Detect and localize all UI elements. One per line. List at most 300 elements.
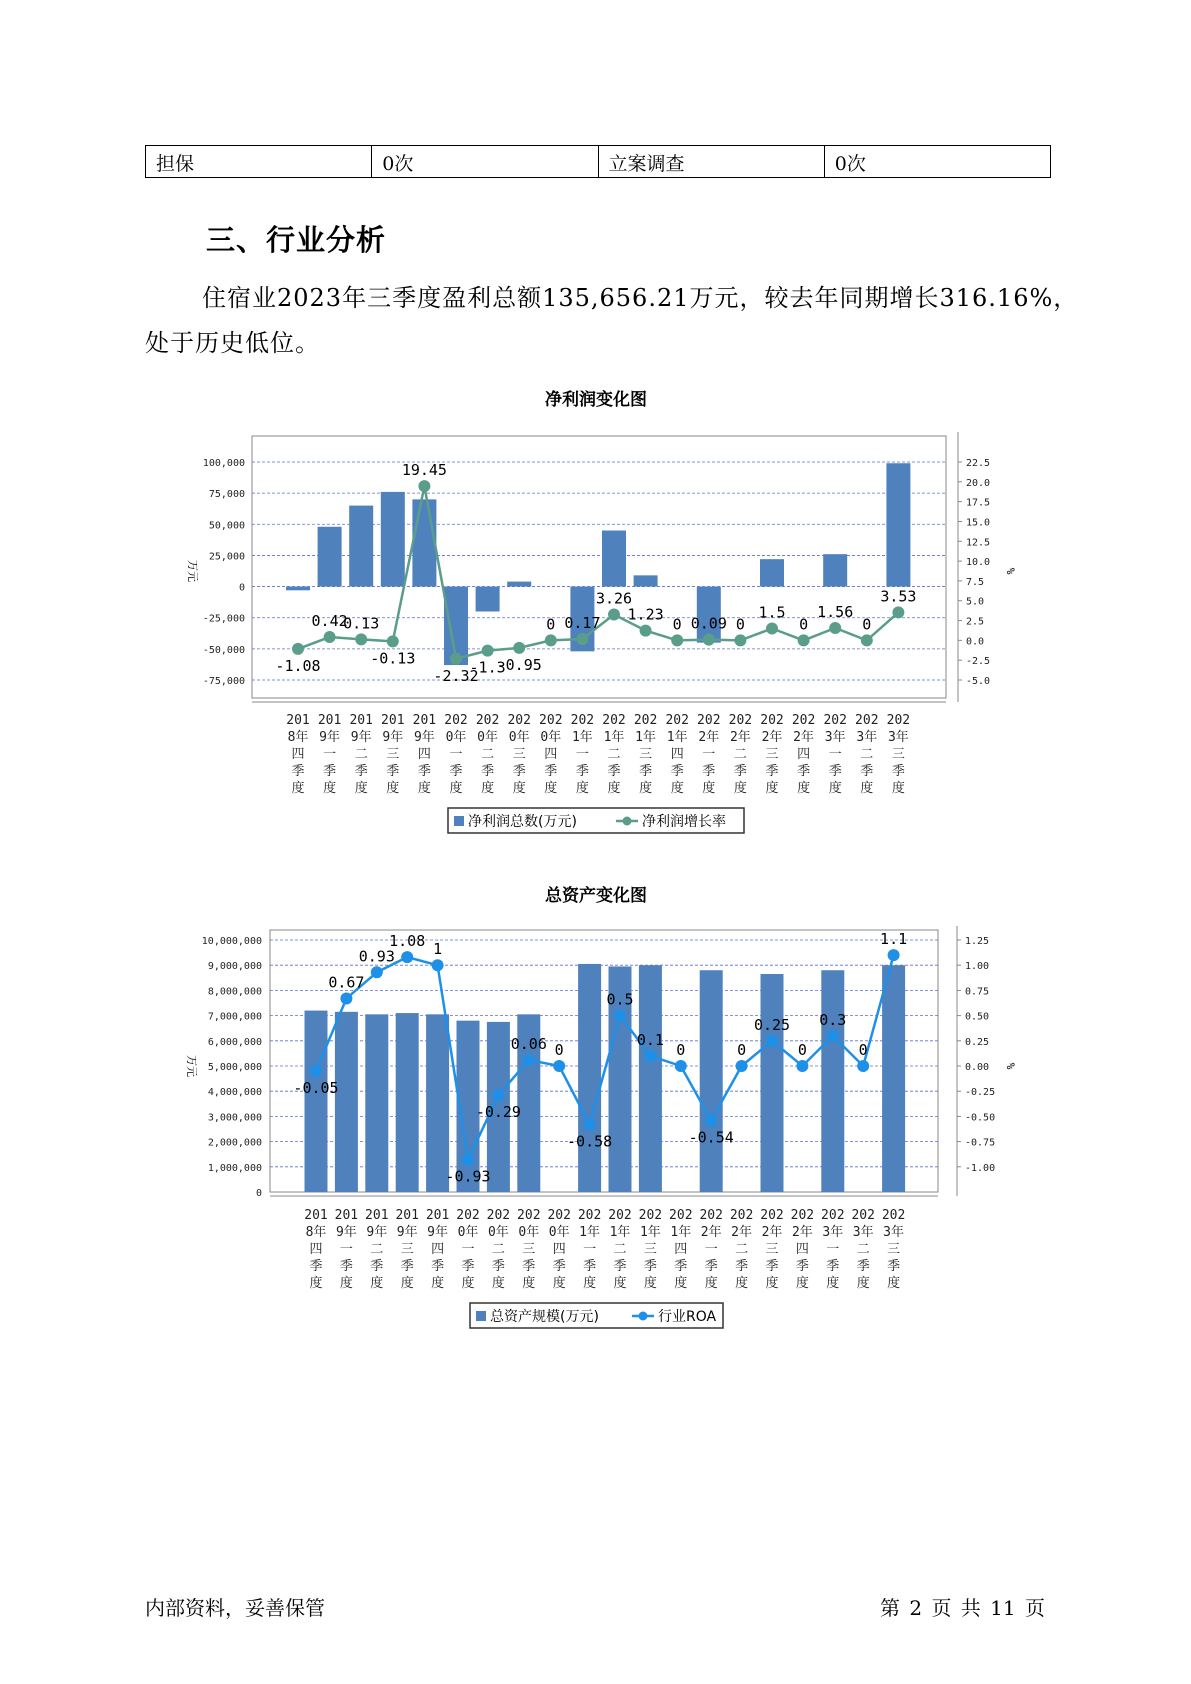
x-tick-label: 1年: [635, 730, 657, 745]
data-label: 1: [433, 940, 443, 959]
data-label: 0.3: [819, 1010, 847, 1029]
x-tick-label: 季: [583, 1259, 597, 1274]
x-tick-label: 二: [481, 747, 495, 762]
bar: [578, 964, 601, 1192]
bar: [476, 587, 500, 612]
x-tick-label: 季: [512, 764, 526, 779]
y-tick-label: 25,000: [208, 551, 245, 563]
bar: [819, 970, 847, 1192]
x-tick-label: 季: [795, 1259, 809, 1274]
x-tick-label: 季: [552, 1259, 566, 1274]
x-tick-label: 度: [828, 781, 842, 796]
data-label: -2.32: [433, 666, 479, 685]
x-tick-label: 度: [323, 781, 337, 796]
x-tick-label: 202: [699, 1208, 723, 1223]
x-tick-label: 0年: [457, 1225, 479, 1240]
chart-title: 总资产变化图: [545, 886, 647, 906]
x-tick-label: 四: [670, 747, 684, 762]
bar: [634, 575, 658, 586]
x-tick-label: 季: [613, 1259, 627, 1274]
x-tick-label: 202: [665, 713, 689, 728]
bar: [636, 965, 664, 1192]
y-axis-label: 万元: [185, 1055, 198, 1077]
legend-swatch-bar: [454, 816, 464, 826]
x-tick-label: 1年: [571, 730, 593, 745]
x-tick-label: 9年: [350, 730, 372, 745]
x-tick-label: 度: [339, 1276, 353, 1291]
x-tick-label: 3年: [883, 1225, 905, 1240]
bar: [305, 1011, 328, 1192]
x-tick-label: 度: [826, 1276, 840, 1291]
x-tick-label: 度: [544, 781, 558, 796]
line-point: [450, 653, 462, 665]
x-tick-label: 202: [791, 713, 816, 728]
data-label: 1.1: [880, 930, 908, 949]
data-label: -0.05: [293, 1079, 339, 1098]
x-tick-label: 202: [728, 713, 753, 728]
x-tick-label: 201: [425, 1208, 450, 1223]
x-tick-label: 度: [449, 781, 463, 796]
table-row: [146, 146, 1051, 178]
x-tick-label: 季: [891, 764, 905, 779]
y2-tick-label: -2.5: [966, 656, 991, 668]
x-tick-label: 季: [386, 764, 400, 779]
line-point: [371, 966, 383, 978]
x-tick-label: 2年: [791, 1225, 813, 1240]
data-label: 0.42: [311, 612, 348, 631]
line-point: [766, 622, 778, 634]
legend-label-bar: 净利润总数(万元): [468, 814, 577, 830]
data-label: 0.25: [753, 1015, 791, 1034]
x-tick-label: 季: [733, 764, 747, 779]
x-tick-label: 季: [765, 764, 779, 779]
bar: [507, 582, 531, 587]
x-tick-label: 四: [552, 1242, 566, 1257]
bar: [602, 531, 626, 587]
x-tick-label: 季: [291, 764, 305, 779]
x-tick-label: 三: [400, 1242, 414, 1257]
x-tick-label: 四: [795, 1242, 809, 1257]
x-tick-label: 202: [638, 1208, 663, 1223]
x-tick-label: 度: [522, 1276, 536, 1291]
x-tick-label: 季: [544, 764, 558, 779]
y-tick-label: 10,000,000: [201, 936, 262, 947]
y-tick-label: 6,000,000: [207, 1036, 262, 1048]
x-tick-label: 度: [765, 781, 779, 796]
legend-swatch-bar: [476, 1311, 486, 1321]
x-tick-label: 季: [765, 1259, 779, 1274]
x-tick-label: 202: [760, 1208, 784, 1223]
line-point: [584, 1118, 596, 1130]
x-tick-label: 度: [704, 1276, 718, 1291]
y2-tick-label: 0.0: [966, 636, 985, 648]
x-tick-label: 三: [765, 747, 779, 762]
x-tick-label: 202: [475, 713, 500, 728]
data-label: -0.95: [496, 655, 542, 674]
data-label: 0: [676, 1041, 686, 1059]
line-point: [736, 1060, 748, 1072]
x-tick-label: 2年: [729, 730, 751, 745]
x-tick-label: 0年: [540, 730, 562, 745]
line-point: [671, 634, 683, 646]
line-point: [401, 951, 413, 963]
x-tick-label: 202: [570, 713, 595, 728]
line-point: [675, 1060, 687, 1072]
x-tick-label: 202: [602, 713, 626, 728]
net-profit-chart: [0, 380, 1191, 840]
y2-tick-label: -5.0: [966, 676, 991, 687]
line-point: [545, 634, 557, 646]
x-tick-label: 季: [417, 764, 431, 779]
x-tick-label: 1年: [603, 730, 625, 745]
x-tick-label: 202: [608, 1208, 632, 1223]
x-tick-label: 202: [881, 1208, 906, 1223]
x-tick-label: 度: [795, 1276, 809, 1291]
y-tick-label: 7,000,000: [207, 1011, 262, 1023]
x-tick-label: 9年: [413, 730, 435, 745]
line-point: [705, 1114, 717, 1126]
x-tick-label: 一: [323, 747, 337, 762]
x-tick-label: 四: [291, 747, 305, 762]
line-point: [553, 1060, 565, 1072]
x-tick-label: 度: [512, 781, 526, 796]
line-point: [644, 1050, 656, 1062]
data-label: 1.08: [389, 932, 426, 951]
line-point: [703, 634, 715, 646]
x-tick-label: 2年: [761, 1225, 783, 1240]
line-point: [608, 609, 620, 621]
line-point: [576, 633, 588, 645]
x-tick-label: 季: [674, 1259, 688, 1274]
x-tick-label: 四: [431, 1242, 445, 1257]
x-tick-label: 0年: [487, 1225, 509, 1240]
line-point: [513, 642, 525, 654]
data-label: 0: [735, 615, 745, 634]
x-tick-label: 201: [304, 1208, 328, 1223]
line-point: [888, 949, 900, 961]
y-tick-label: 8,000,000: [207, 986, 262, 998]
x-tick-label: 二: [856, 1242, 870, 1257]
line-point: [482, 645, 494, 657]
y-axis-label: 万元: [186, 560, 199, 582]
x-tick-label: 202: [697, 713, 721, 728]
x-tick-label: 8年: [305, 1225, 327, 1240]
data-label: 0: [546, 615, 556, 634]
line-point: [340, 992, 352, 1004]
bar: [426, 1014, 449, 1192]
line-point: [355, 633, 367, 645]
x-tick-label: 201: [349, 713, 373, 728]
x-tick-label: 度: [354, 781, 368, 796]
x-tick-label: 0年: [445, 730, 467, 745]
y-tick-label: 5,000,000: [207, 1062, 262, 1073]
x-tick-label: 季: [643, 1259, 657, 1274]
x-tick-label: 201: [412, 713, 437, 728]
x-tick-label: 一: [583, 1242, 597, 1257]
x-tick-label: 度: [702, 781, 716, 796]
line-point: [310, 1065, 322, 1077]
x-tick-label: 3年: [824, 730, 846, 745]
x-tick-label: 季: [704, 1259, 718, 1274]
line-point: [523, 1054, 535, 1066]
x-tick-label: 202: [669, 1208, 693, 1223]
x-tick-label: 三: [639, 747, 653, 762]
x-tick-label: 度: [291, 781, 305, 796]
y2-tick-label: 0.75: [965, 986, 990, 998]
x-tick-label: 202: [486, 1208, 511, 1223]
y-tick-label: 1,000,000: [207, 1162, 262, 1174]
x-tick-label: 三: [643, 1242, 657, 1257]
x-tick-label: 2年: [700, 1225, 722, 1240]
x-tick-label: 0年: [548, 1225, 570, 1240]
data-label: 0.5: [606, 990, 634, 1009]
y2-axis-label: %: [1004, 567, 1017, 575]
x-tick-label: 度: [735, 1276, 749, 1291]
x-tick-label: 202: [547, 1208, 571, 1223]
x-tick-label: 四: [417, 747, 431, 762]
x-tick-label: 一: [575, 747, 589, 762]
x-tick-label: 度: [386, 781, 400, 796]
x-tick-label: 季: [797, 764, 811, 779]
data-label: -0.93: [445, 1167, 491, 1186]
table-cell-label: 立案调查: [598, 146, 824, 178]
x-tick-label: 季: [400, 1259, 414, 1274]
bar: [349, 506, 373, 587]
x-tick-label: 0年: [518, 1225, 540, 1240]
x-tick-label: 度: [607, 781, 621, 796]
x-tick-label: 度: [856, 1276, 870, 1291]
x-tick-label: 季: [860, 764, 874, 779]
line-point: [892, 606, 904, 618]
x-tick-label: 202: [729, 1208, 754, 1223]
x-tick-label: 202: [823, 713, 847, 728]
x-tick-label: 四: [544, 747, 558, 762]
x-tick-label: 8年: [287, 730, 309, 745]
data-label: -0.54: [688, 1128, 734, 1147]
info-table: [145, 145, 1051, 178]
bar: [335, 1012, 358, 1192]
x-tick-label: 1年: [579, 1225, 601, 1240]
line-point: [432, 959, 444, 971]
x-tick-label: 202: [790, 1208, 815, 1223]
x-tick-label: 三: [386, 747, 400, 762]
x-tick-label: 度: [887, 1276, 901, 1291]
x-tick-label: 二: [491, 1242, 505, 1257]
y-tick-label: -50,000: [202, 644, 245, 656]
line-point: [827, 1030, 839, 1042]
x-tick-label: 202: [855, 713, 879, 728]
x-tick-label: 季: [607, 764, 621, 779]
line-point: [292, 643, 304, 655]
y2-tick-label: 10.0: [966, 557, 991, 569]
x-tick-label: 9年: [366, 1225, 388, 1240]
y-tick-label: 0: [238, 582, 245, 594]
x-tick-label: 1年: [670, 1225, 692, 1240]
data-label: 1.56: [817, 602, 854, 621]
x-tick-label: 9年: [335, 1225, 357, 1240]
bar: [381, 492, 405, 587]
x-tick-label: 一: [704, 1242, 718, 1257]
legend-label-line: 行业ROA: [658, 1309, 717, 1325]
x-tick-label: 季: [461, 1259, 475, 1274]
line-point: [387, 635, 399, 647]
data-label: 0.93: [358, 947, 395, 966]
x-tick-label: 度: [733, 781, 747, 796]
bar: [365, 1014, 388, 1192]
y-tick-label: 100,000: [202, 458, 245, 469]
line-point: [857, 1060, 869, 1072]
data-label: 3.53: [880, 587, 917, 606]
x-tick-label: 2年: [731, 1225, 753, 1240]
x-tick-label: 三: [522, 1242, 536, 1257]
x-tick-label: 202: [517, 1208, 541, 1223]
bar: [412, 499, 436, 586]
data-label: -0.58: [567, 1132, 613, 1151]
x-tick-label: 季: [826, 1259, 840, 1274]
x-tick-label: 1年: [609, 1225, 631, 1240]
total-assets-chart: [0, 878, 1191, 1338]
footer-page-number: 第 2 页 共 11 页: [880, 1596, 1045, 1620]
y2-tick-label: 0.00: [965, 1062, 990, 1073]
x-tick-label: 度: [417, 781, 431, 796]
data-label: 0.17: [564, 614, 601, 633]
x-tick-label: 二: [733, 747, 747, 762]
x-tick-label: 季: [702, 764, 716, 779]
x-tick-label: 201: [381, 713, 405, 728]
line-point: [324, 631, 336, 643]
line-point: [734, 634, 746, 646]
data-label: 0.09: [690, 614, 727, 633]
x-tick-label: 度: [583, 1276, 597, 1291]
line-point: [492, 1089, 504, 1101]
x-tick-label: 度: [431, 1276, 445, 1291]
x-tick-label: 9年: [427, 1225, 449, 1240]
x-tick-label: 202: [760, 713, 784, 728]
y2-tick-label: 0.50: [965, 1011, 990, 1023]
legend-label-bar: 总资产规模(万元): [490, 1309, 599, 1325]
x-tick-label: 0年: [477, 730, 499, 745]
x-tick-label: 季: [856, 1259, 870, 1274]
x-tick-label: 202: [821, 1208, 845, 1223]
x-tick-label: 四: [674, 1242, 688, 1257]
y2-tick-label: 12.5: [966, 537, 991, 549]
y2-tick-label: 5.0: [966, 596, 985, 608]
data-label: 0: [554, 1041, 564, 1059]
x-tick-label: 2年: [793, 730, 815, 745]
x-tick-label: 二: [613, 1242, 627, 1257]
y2-tick-label: 7.5: [966, 576, 985, 588]
x-tick-label: 0年: [508, 730, 530, 745]
x-tick-label: 季: [354, 764, 368, 779]
x-tick-label: 度: [491, 1276, 505, 1291]
line-point: [614, 1010, 626, 1022]
x-tick-label: 度: [765, 1276, 779, 1291]
data-label: 0: [858, 1041, 868, 1059]
x-tick-label: 季: [449, 764, 463, 779]
x-tick-label: 二: [607, 747, 621, 762]
analysis-paragraph: 住宿业2023年三季度盈利总额135,656.21万元，较去年同期增长316.16%，处于历史低位。: [145, 284, 1079, 357]
x-tick-label: 度: [461, 1276, 475, 1291]
y2-tick-label: 20.0: [966, 477, 991, 489]
line-point: [462, 1154, 474, 1166]
data-label: 0: [672, 615, 682, 634]
x-tick-label: 度: [370, 1276, 384, 1291]
bar: [318, 527, 342, 587]
x-tick-label: 季: [522, 1259, 536, 1274]
x-tick-label: 1年: [666, 730, 688, 745]
line-point: [829, 622, 841, 634]
data-label: 0.13: [343, 614, 380, 633]
legend-swatch-dot: [639, 1312, 648, 1321]
x-tick-label: 3年: [856, 730, 878, 745]
x-tick-label: 度: [670, 781, 684, 796]
x-tick-label: 二: [860, 747, 874, 762]
y2-axis-label: %: [1004, 1062, 1017, 1070]
x-tick-label: 季: [491, 1259, 505, 1274]
x-tick-label: 度: [481, 781, 495, 796]
section-heading: 三、行业分析: [206, 223, 387, 257]
x-tick-label: 一: [828, 747, 842, 762]
x-tick-label: 季: [481, 764, 495, 779]
x-tick-label: 季: [431, 1259, 445, 1274]
x-tick-label: 度: [891, 781, 905, 796]
x-tick-label: 度: [797, 781, 811, 796]
x-tick-label: 3年: [887, 730, 909, 745]
table-cell-value: 0次: [372, 146, 598, 178]
line-point: [798, 634, 810, 646]
y-tick-label: 50,000: [208, 520, 245, 532]
x-tick-label: 度: [552, 1276, 566, 1291]
x-tick-label: 202: [633, 713, 658, 728]
x-tick-label: 1年: [639, 1225, 661, 1240]
x-tick-label: 季: [828, 764, 842, 779]
y-tick-label: 0: [255, 1188, 262, 1199]
x-tick-label: 季: [735, 1259, 749, 1274]
x-tick-label: 201: [317, 713, 342, 728]
x-tick-label: 季: [670, 764, 684, 779]
data-label: -1.3: [469, 658, 506, 677]
table-cell-value: 0次: [824, 146, 1050, 178]
x-tick-label: 季: [887, 1259, 901, 1274]
x-tick-label: 度: [643, 1276, 657, 1291]
footer-confidential-note: 内部资料，妥善保管: [145, 1596, 325, 1620]
x-tick-label: 一: [826, 1242, 840, 1257]
bar: [760, 559, 784, 586]
y2-tick-label: 0.25: [965, 1036, 990, 1048]
y2-tick-label: 22.5: [966, 458, 991, 469]
y2-tick-label: 15.0: [966, 517, 991, 529]
x-tick-label: 202: [507, 713, 531, 728]
data-label: 1.5: [758, 603, 786, 622]
x-tick-label: 度: [400, 1276, 414, 1291]
line-point: [766, 1035, 778, 1047]
data-label: 0.06: [510, 1034, 547, 1053]
y-tick-label: 75,000: [208, 489, 245, 501]
legend-swatch-dot: [623, 817, 632, 826]
y-tick-label: 2,000,000: [207, 1137, 262, 1149]
table-cell-label: 担保: [146, 146, 372, 178]
data-label: -0.29: [475, 1103, 521, 1122]
data-label: 19.45: [401, 461, 447, 480]
x-tick-label: 一: [339, 1242, 353, 1257]
bar: [882, 965, 905, 1192]
x-tick-label: 二: [370, 1242, 384, 1257]
x-tick-label: 2年: [761, 730, 783, 745]
x-tick-label: 202: [456, 1208, 480, 1223]
x-tick-label: 一: [449, 747, 463, 762]
x-tick-label: 三: [765, 1242, 779, 1257]
y2-tick-label: -0.25: [965, 1087, 996, 1099]
